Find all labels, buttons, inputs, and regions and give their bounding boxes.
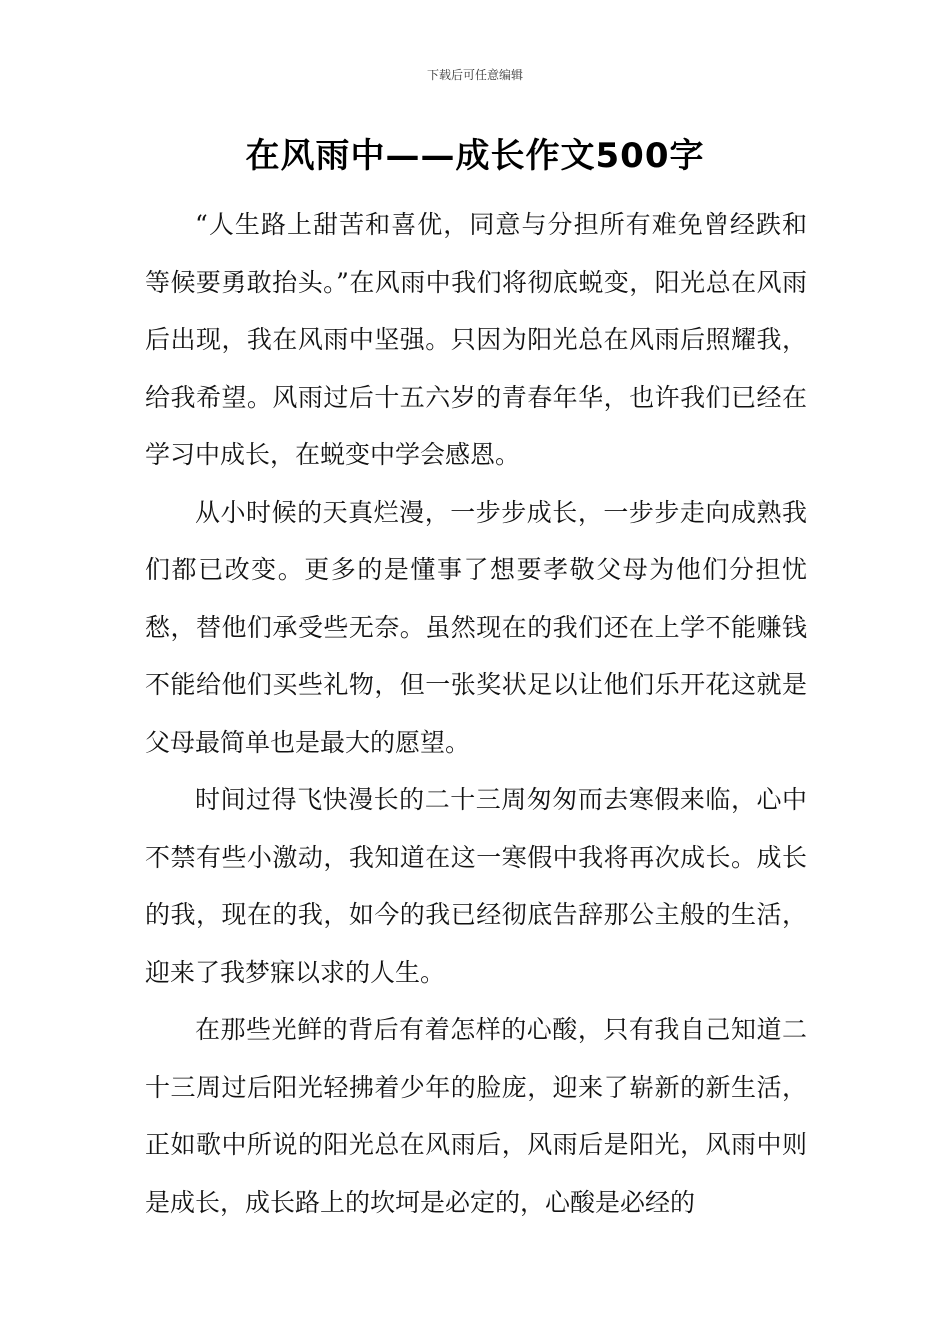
- document-body: [145, 196, 807, 1231]
- paragraph-3: 时间过得飞快漫长的二十三周匆匆而去寒假来临，心中不禁有些小激动，我知道在这一寒假中我将再次成长。成长的我，现在的我，如今的我已经彻底告辞那公主般的生活，迎来了我梦寐以求的人生。: [145, 785, 807, 987]
- paragraph-2: 从小时候的天真烂漫，一步步成长，一步步走向成熟我们都已改变。更多的是懂事了想要孝敬父母为他们分担忧愁，替他们承受些无奈。虽然现在的我们还在上学不能赚钱不能给他们买些礼物，但一张奖状足以让他们乐开花这就是父母最简单也是最大的愿望。: [145, 497, 807, 757]
- page-title: 在风雨中——成长作文500字: [245, 136, 705, 176]
- header-note: 下载后可任意编辑: [426, 68, 523, 82]
- paragraph-4: 在那些光鲜的背后有着怎样的心酸，只有我自己知道二十三周过后阳光轻拂着少年的脸庞，迎来了崭新的新生活，正如歌中所说的阳光总在风雨后，风雨后是阳光，风雨中则是成长，成长路上的坎坷是必定的，心酸是必经的: [145, 1015, 807, 1217]
- paragraph-1: “人生路上甜苦和喜优，同意与分担所有难免曾经跌和等候要勇敢抬头。”在风雨中我们将彻底蜕变，阳光总在风雨后出现，我在风雨中坚强。只因为阳光总在风雨后照耀我，给我希望。风雨过后十五六岁的青春年华，也许我们已经在学习中成长，在蜕变中学会感恩。: [145, 210, 807, 469]
